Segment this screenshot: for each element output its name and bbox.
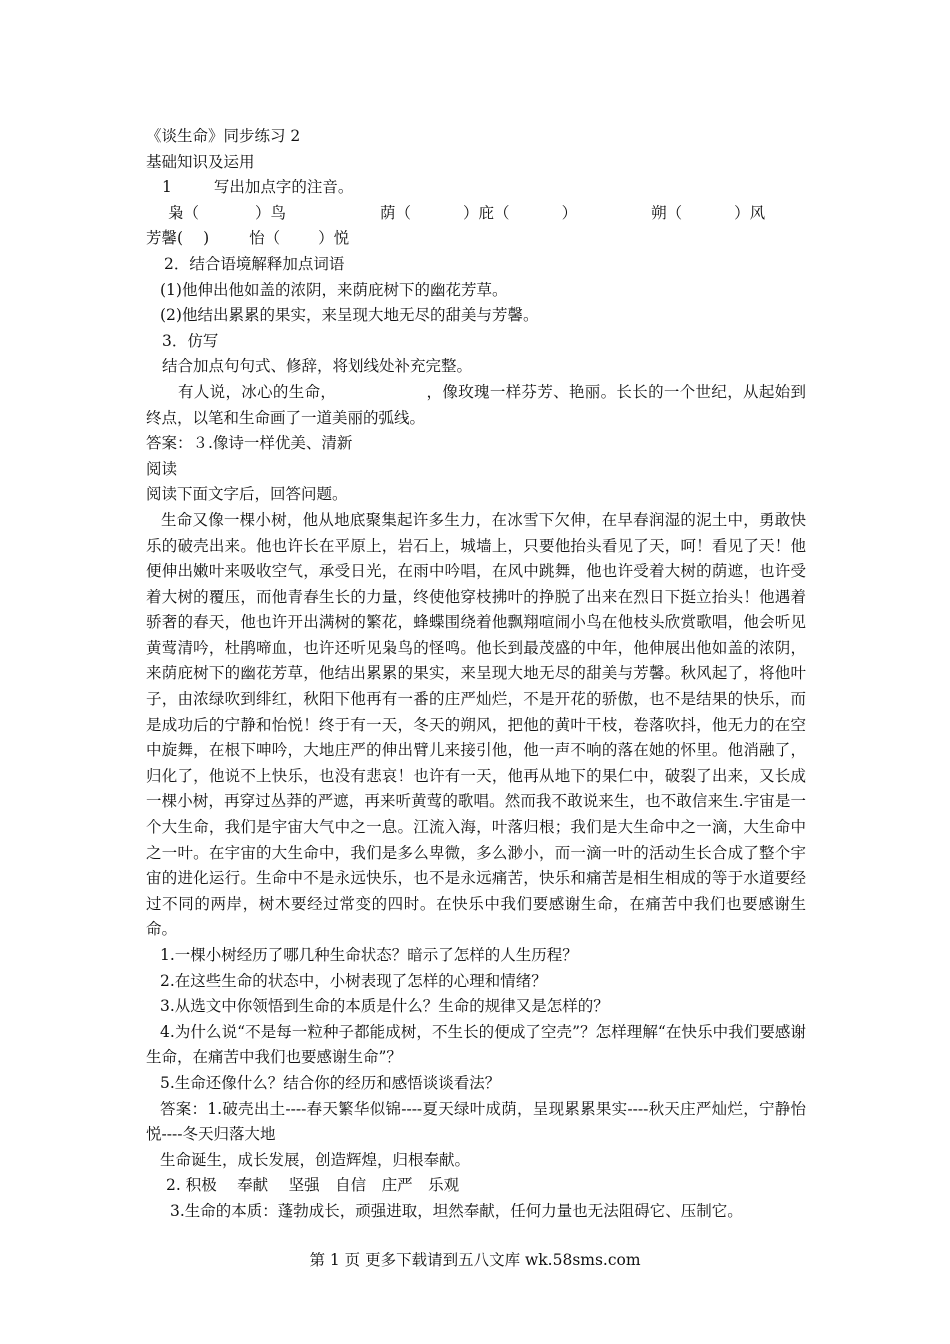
blank-xin-end: ) (203, 229, 210, 248)
question-3-instruction: 结合加点句句式、修辞，将划线处补充完整。 (162, 357, 473, 376)
blank-shuo: 朔（ (651, 203, 683, 222)
question-2-item-1: (1)他伸出他如盖的浓阴，来荫庇树下的幽花芳草。 (160, 280, 508, 299)
blank-bi: ）庇（ (463, 203, 510, 222)
reading-question-1: 1.一棵小树经历了哪几种生命状态？暗示了怎样的人生历程？ (160, 946, 578, 964)
question-3-text-a: 有人说，冰心的生命， (178, 382, 337, 401)
question-3-text (146, 380, 806, 431)
pinyin-line-1 (146, 201, 806, 227)
question-1-text: 写出加点字的注音。 (213, 178, 354, 197)
answer-1: 答案：３.像诗一样优美、清新 (146, 434, 353, 453)
answer-2-3: 3.生命的本质：蓬勃成长，顽强进取，坦然奉献，任何力量也无法阻碍它、压制它。 (170, 1201, 743, 1220)
question-3-text-b: ，像玫瑰一样芬芳、艳丽。长长的一个世纪，从起始到终点，以笔和生命画了一道美丽的弧线。 (146, 382, 806, 427)
blank-yi-end: ）悦 (318, 229, 350, 248)
question-2-item-2: (2)他结出累累的果实，来呈现大地无尽的甜美与芳馨。 (160, 306, 539, 325)
answer-2-2: 2. 积极 奉献 坚强 自信 庄严 乐观 (166, 1176, 460, 1195)
blank-xin: 芳馨( (146, 229, 184, 248)
page-footer: 第 1 页 更多下载请到五八文库 wk.58sms.com (309, 1251, 641, 1269)
question-3: 3．仿写 (162, 331, 219, 350)
blank-yin: 荫（ (380, 203, 412, 222)
reading-question-4: 4.为什么说“不是每一粒种子都能成树，不生长的便成了空壳”？怎样理解“在快乐中我们要感谢生命，在痛苦中我们也要感谢生命”？ (146, 1022, 806, 1067)
reading-question-2: 2.在这些生命的状态中，小树表现了怎样的心理和情绪？ (160, 971, 547, 990)
reading-instruction: 阅读下面文字后，回答问题。 (146, 485, 348, 504)
doc-title: 《谈生命》同步练习 2 (146, 127, 301, 145)
reading-question-3: 3.从选文中你领悟到生命的本质是什么？生命的规律又是怎样的？ (160, 997, 609, 1016)
reading-question-5: 5.生命还像什么？结合你的经历和感悟谈谈看法？ (160, 1073, 501, 1092)
blank-xiao-end: ）鸟 (255, 203, 287, 222)
section-heading-reading: 阅读 (146, 459, 178, 478)
answer-2-1b: 生命诞生，成长发展，创造辉煌，归根奉献。 (160, 1150, 471, 1169)
question-1-number: 1 (162, 178, 172, 197)
section-heading-basics: 基础知识及运用 (146, 152, 255, 171)
blank-bi-end: ） (561, 203, 578, 222)
blank-shuo-end: ）风 (734, 203, 766, 222)
pinyin-line-2 (146, 226, 806, 252)
document-page (146, 124, 806, 1225)
question-1 (146, 175, 806, 201)
reading-passage: 生命又像一棵小树，他从地底聚集起许多生力，在冰雪下欠伸，在早春润湿的泥土中，勇敢快乐的破壳出来。他也许长在平原上，岩石上，城墙上，只要他抬头看见了天，呵！看见了天！他便伸出嫩叶来吸收空气，承受日光，在雨中吟唱，在风中跳舞，他也许受着大树的荫遮，也许受着大树的覆压，而他青春生长的力量，终使他穿枝拂叶的挣脱了出来在烈日下挺立抬头！他遇着骄奢的春天，他也许开出满树的繁花，蜂蝶围绕着他飘翔喧闹小鸟在他枝头欣赏歌唱，他会听见黄莺清吟，杜鹃啼血，也许还听见枭鸟的怪鸣。他长到最茂盛的中年，他伸展出他如盖的浓阴，来荫庇树下的幽花芳草，他结出累累的果实，来呈现大地无尽的甜美与芳馨。秋风起了，将他叶子，由浓绿吹到绯红，秋阳下他再有一番的庄严灿烂，不是开花的骄傲，也不是结果的快乐，而是成功后的宁静和怡悦！终于有一天，冬天的朔风，把他的黄叶干枝，卷落吹抖，他无力的在空中旋舞，在根下呻吟，大地庄严的伸出臂儿来接引他，他一声不响的落在她的怀里。他消融了，归化了，他说不上快乐，也没有悲哀！也许有一天，他再从地下的果仁中，破裂了出来，又长成一棵小树，再穿过丛莽的严遮，再来听黄莺的歌唱。然而我不敢说来生，也不敢信来生.宇宙是一个大生命，我们是宇宙大气中之一息。江流入海，叶落归根；我们是大生命中之一滴，大生命中之一叶。在宇宙的大生命中，我们是多么卑微，多么渺小，而一滴一叶的活动生长合成了整个宇宙的进化运行。生命中不是永远快乐，也不是永远痛苦，快乐和痛苦是相生相成的等于水道要经过不同的两岸，树木要经过常变的四时。在快乐中我们要感谢生命，在痛苦中我们也要感谢生命。 (146, 510, 806, 939)
question-2: 2．结合语境解释加点词语 (164, 254, 345, 273)
blank-xiao: 枭（ (168, 203, 200, 222)
answer-2-1: 答案：1.破壳出土----春天繁华似锦----夏天绿叶成荫，呈现累累果实----秋天庄严灿烂，宁静怡悦----冬天归落大地 (146, 1099, 806, 1144)
blank-yi: 怡（ (249, 229, 281, 248)
